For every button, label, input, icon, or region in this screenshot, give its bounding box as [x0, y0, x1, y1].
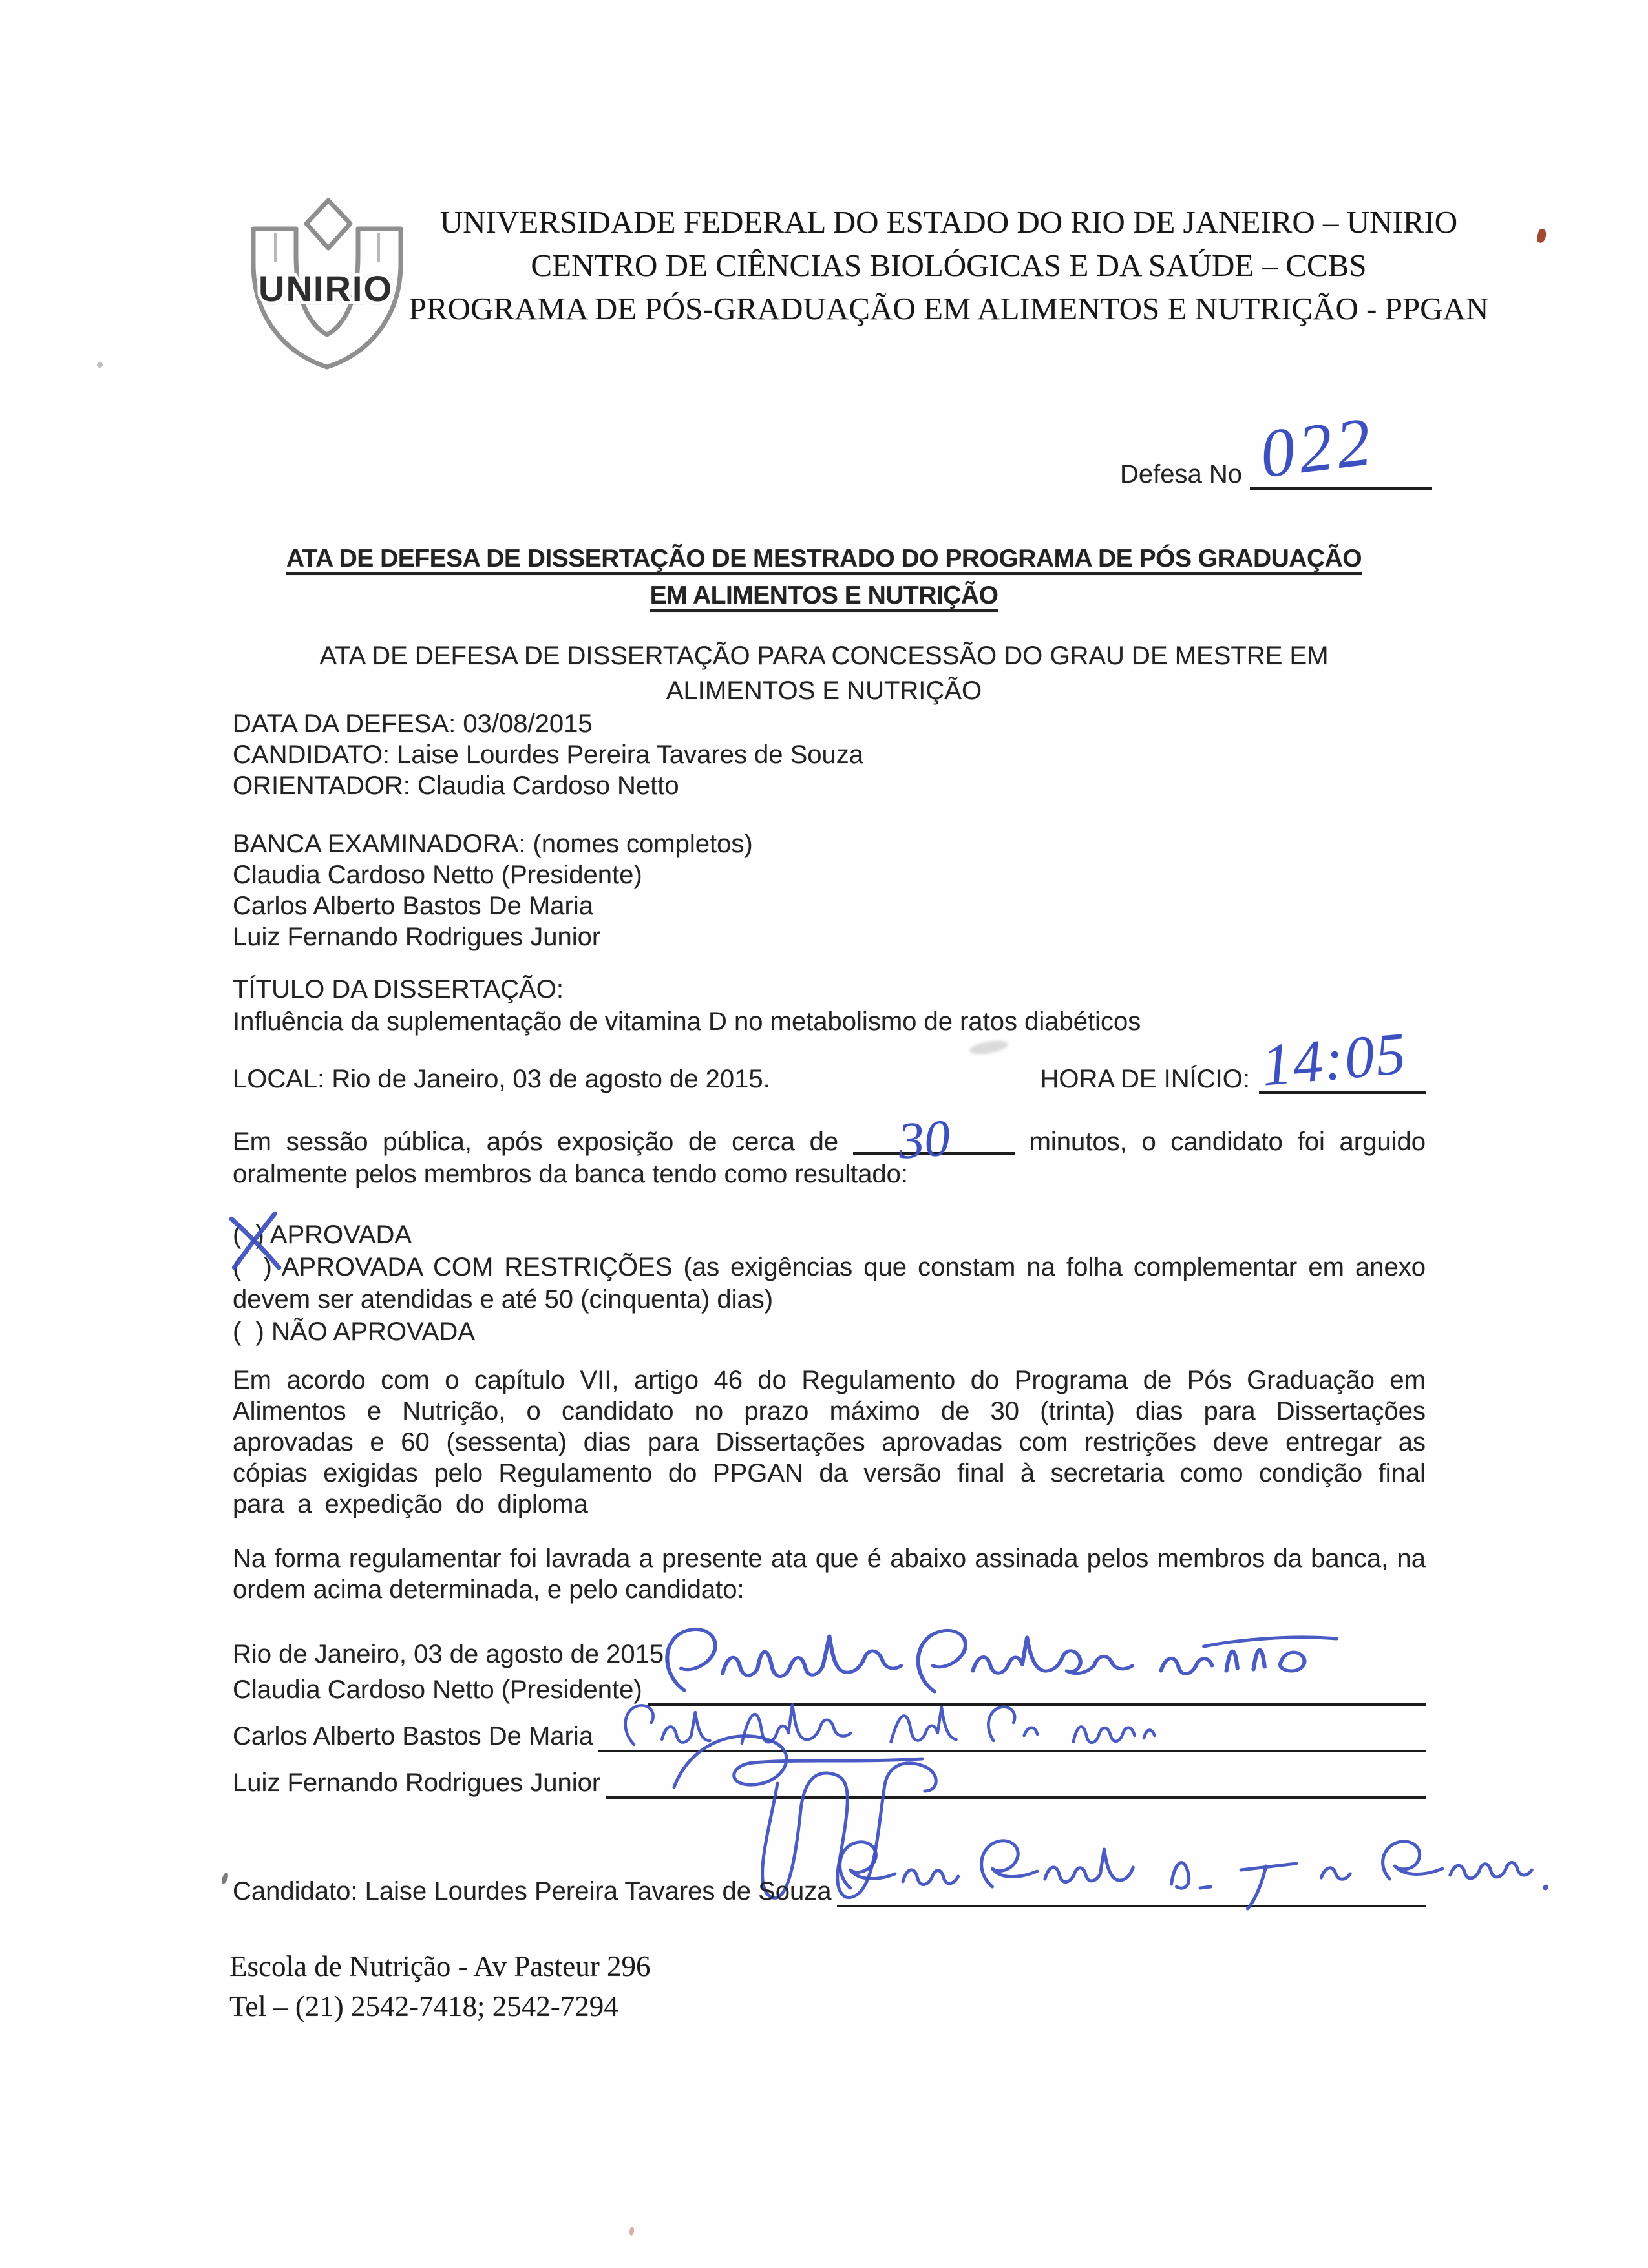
- defense-number-label: Defesa No: [1120, 460, 1242, 488]
- defense-date-line: DATA DA DEFESA: 03/08/2015: [233, 709, 593, 738]
- start-time-group: [1040, 1020, 1426, 1098]
- record-paragraph: Na forma regulamentar foi lavrada a presente ata que é abaixo assinada pelos membros da banca, na ordem acima determinada, e pelo candidato:: [233, 1544, 1426, 1604]
- logo-diamond-icon: [306, 200, 350, 248]
- start-time-label: HORA DE INÍCIO:: [1040, 1065, 1250, 1093]
- option-approved-restrictions-label: APROVADA COM RESTRIÇÕES (as exigências que constam na folha complementar em anexo devem ser atendidas e até 50 (cinquenta) dias): [233, 1253, 1426, 1314]
- dissertation-title-value: Influência da suplementação de vitamina D no metabolismo de ratos diabéticos: [233, 1007, 1141, 1036]
- defense-number-row: [1120, 403, 1432, 492]
- scan-speck: [1536, 228, 1548, 244]
- footer-block: [229, 1946, 651, 2026]
- city-date-line: Rio de Janeiro, 03 de agosto de 2015.: [233, 1640, 671, 1668]
- defense-number-line: [1250, 403, 1432, 492]
- scan-smudge: [969, 1038, 1009, 1056]
- candidate-signature-label: Candidato: Laise Lourdes Pereira Tavares de Souza: [233, 1877, 832, 1906]
- session-text-after: minutos, o candidato foi arguido oralmente pelos membros da banca tendo como resultado:: [233, 1128, 1426, 1188]
- signature-block: [233, 1659, 1426, 1799]
- committee-member: Claudia Cardoso Netto (Presidente): [233, 861, 642, 889]
- scan-speck: [97, 362, 103, 368]
- option-approved-label: APROVADA: [269, 1221, 412, 1249]
- document-title-line1: ATA DE DEFESA DE DISSERTAÇÃO DE MESTRADO DO PROGRAMA DE PÓS GRADUAÇÃO: [286, 545, 1362, 572]
- dissertation-title-block: [233, 973, 1426, 1038]
- committee-member: Carlos Alberto Bastos De Maria: [233, 892, 594, 920]
- defense-info-block: [233, 708, 1426, 952]
- signature-ink-laise: [827, 1792, 1563, 1922]
- document-title: [227, 540, 1421, 614]
- candidate-signature-line: [837, 1898, 1426, 1907]
- defense-number-handwritten: 022: [1256, 403, 1379, 492]
- signature-label: Carlos Alberto Bastos De Maria: [233, 1722, 594, 1750]
- committee-header: BANCA EXAMINADORA: (nomes completos): [233, 830, 753, 858]
- option-paren: ( ): [233, 1318, 264, 1346]
- scan-speck: [220, 1872, 229, 1885]
- candidate-line: CANDIDATO: Laise Lourdes Pereira Tavares de Souza: [233, 740, 864, 769]
- session-text-before: Em sessão pública, após exposição de cerca de: [233, 1128, 839, 1156]
- candidate-signature-row: [233, 1858, 1426, 1907]
- unirio-logo: [237, 191, 415, 375]
- approved-x-mark-handwritten: [225, 1208, 284, 1274]
- start-time-line: [1258, 1020, 1426, 1098]
- advisor-line: ORIENTADOR: Claudia Cardoso Netto: [233, 772, 679, 800]
- result-options: [233, 1219, 1426, 1348]
- document-subtitle-line1: ATA DE DEFESA DE DISSERTAÇÃO PARA CONCESSÃO DO GRAU DE MESTRE EM: [319, 642, 1329, 670]
- minutes-blank-line: [853, 1109, 1015, 1170]
- session-paragraph: [233, 1109, 1426, 1190]
- org-name-line3: PROGRAMA DE PÓS-GRADUAÇÃO EM ALIMENTOS E NUTRIÇÃO - PPGAN: [408, 291, 1489, 326]
- signature-label: Claudia Cardoso Netto (Presidente): [233, 1675, 642, 1704]
- letterhead: [399, 200, 1498, 330]
- option-not-approved: [233, 1316, 1426, 1348]
- document-subtitle: [227, 638, 1421, 708]
- org-name-line2: CENTRO DE CIÊNCIAS BIOLÓGICAS E DA SAÚDE – CCBS: [531, 247, 1367, 283]
- spacer: [233, 801, 1426, 828]
- document-subtitle-line2: ALIMENTOS E NUTRIÇÃO: [666, 677, 982, 705]
- dissertation-title-label: TÍTULO DA DISSERTAÇÃO:: [233, 975, 564, 1003]
- option-approved-restrictions: [233, 1251, 1426, 1316]
- regulation-paragraph: Em acordo com o capítulo VII, artigo 46 do Regulamento do Programa de Pós Graduação em Alimentos e Nutrição, o candidato no prazo máximo de 30 (trinta) dias para Dissertações aprovadas e 60 (sessenta) dias para Dissertações aprovadas com restrições deve entregar as cópias exigidas pelo Regulamento do PPGAN da versão final à secretaria como condição final para a expedição do diploma: [233, 1366, 1426, 1518]
- org-name-line1: UNIVERSIDADE FEDERAL DO ESTADO DO RIO DE JANEIRO – UNIRIO: [439, 204, 1458, 240]
- option-paren: ( ): [233, 1253, 272, 1281]
- committee-member: Luiz Fernando Rodrigues Junior: [233, 923, 601, 951]
- option-not-approved-label: NÃO APROVADA: [271, 1318, 475, 1346]
- signature-label: Luiz Fernando Rodrigues Junior: [233, 1769, 601, 1797]
- location-line: LOCAL: Rio de Janeiro, 03 de agosto de 2015.: [233, 1065, 770, 1093]
- logo-wordmark: UNIRIO: [259, 268, 393, 309]
- footer-phone: Tel – (21) 2542-7418; 2542-7294: [229, 1990, 618, 2022]
- option-paren: ( ): [233, 1221, 264, 1249]
- option-approved: [233, 1219, 1426, 1251]
- start-time-handwritten: 14:05: [1258, 1020, 1410, 1098]
- minutes-handwritten: 30: [896, 1109, 952, 1170]
- scan-speck: [629, 2227, 635, 2236]
- footer-address: Escola de Nutrição - Av Pasteur 296: [229, 1950, 651, 1982]
- document-title-line2: EM ALIMENTOS E NUTRIÇÃO: [650, 582, 998, 609]
